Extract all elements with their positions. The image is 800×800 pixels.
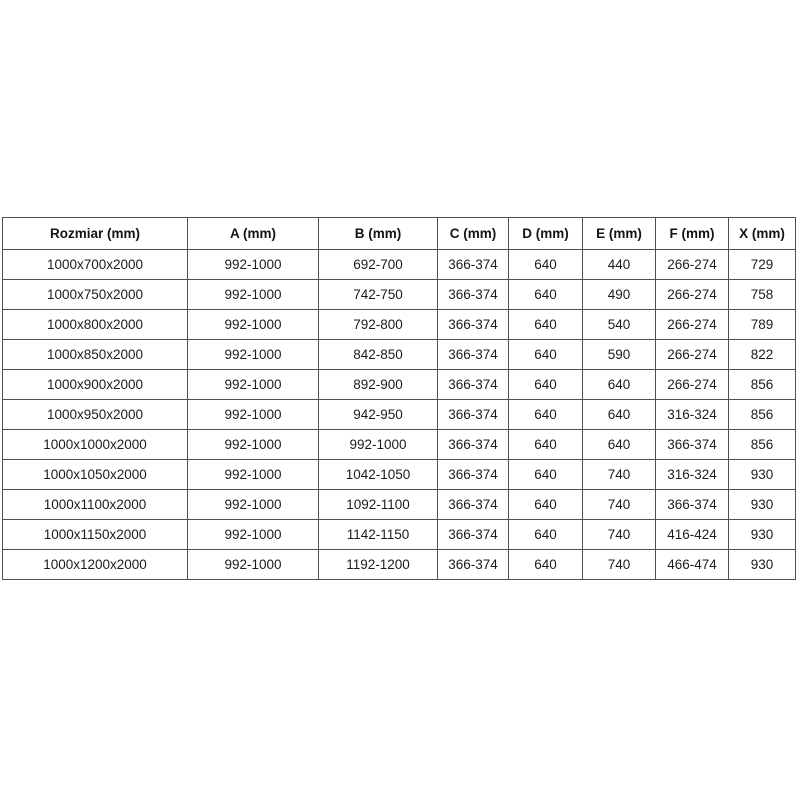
table-cell: 640 bbox=[583, 430, 656, 460]
table-row bbox=[3, 460, 796, 490]
table-row bbox=[3, 310, 796, 340]
table-cell: 1000x1000x2000 bbox=[3, 430, 188, 460]
table-cell: 490 bbox=[583, 280, 656, 310]
table-cell: 366-374 bbox=[438, 550, 509, 580]
table-cell: 992-1000 bbox=[188, 490, 319, 520]
table-cell: 640 bbox=[509, 370, 583, 400]
column-header-x: X (mm) bbox=[729, 218, 796, 250]
table-cell: 842-850 bbox=[319, 340, 438, 370]
spec-table-body bbox=[3, 250, 796, 580]
table-cell: 366-374 bbox=[656, 490, 729, 520]
table-cell: 416-424 bbox=[656, 520, 729, 550]
table-cell: 856 bbox=[729, 430, 796, 460]
table-cell: 1000x850x2000 bbox=[3, 340, 188, 370]
table-cell: 466-474 bbox=[656, 550, 729, 580]
table-cell: 729 bbox=[729, 250, 796, 280]
table-cell: 942-950 bbox=[319, 400, 438, 430]
table-cell: 266-274 bbox=[656, 310, 729, 340]
table-cell: 366-374 bbox=[438, 370, 509, 400]
column-header-e: E (mm) bbox=[583, 218, 656, 250]
table-cell: 640 bbox=[509, 460, 583, 490]
table-cell: 366-374 bbox=[438, 490, 509, 520]
table-cell: 640 bbox=[509, 310, 583, 340]
table-cell: 366-374 bbox=[438, 460, 509, 490]
table-cell: 822 bbox=[729, 340, 796, 370]
table-cell: 366-374 bbox=[438, 280, 509, 310]
table-cell: 992-1000 bbox=[188, 370, 319, 400]
table-cell: 316-324 bbox=[656, 400, 729, 430]
table-cell: 740 bbox=[583, 550, 656, 580]
table-cell: 740 bbox=[583, 460, 656, 490]
table-cell: 1000x800x2000 bbox=[3, 310, 188, 340]
column-header-c: C (mm) bbox=[438, 218, 509, 250]
table-cell: 692-700 bbox=[319, 250, 438, 280]
table-cell: 992-1000 bbox=[188, 550, 319, 580]
column-header-rozmiar: Rozmiar (mm) bbox=[3, 218, 188, 250]
table-cell: 992-1000 bbox=[188, 250, 319, 280]
table-cell: 366-374 bbox=[438, 400, 509, 430]
table-cell: 640 bbox=[509, 550, 583, 580]
table-row bbox=[3, 550, 796, 580]
table-cell: 792-800 bbox=[319, 310, 438, 340]
table-cell: 742-750 bbox=[319, 280, 438, 310]
table-row bbox=[3, 400, 796, 430]
table-cell: 1000x1150x2000 bbox=[3, 520, 188, 550]
table-cell: 640 bbox=[509, 490, 583, 520]
table-cell: 266-274 bbox=[656, 250, 729, 280]
table-header-row bbox=[3, 218, 796, 250]
table-cell: 366-374 bbox=[438, 430, 509, 460]
table-cell: 640 bbox=[583, 370, 656, 400]
table-cell: 992-1000 bbox=[188, 520, 319, 550]
table-cell: 640 bbox=[509, 400, 583, 430]
size-spec-table bbox=[2, 217, 796, 580]
table-cell: 1042-1050 bbox=[319, 460, 438, 490]
table-cell: 930 bbox=[729, 460, 796, 490]
table-cell: 590 bbox=[583, 340, 656, 370]
column-header-b: B (mm) bbox=[319, 218, 438, 250]
table-cell: 640 bbox=[509, 280, 583, 310]
table-cell: 366-374 bbox=[656, 430, 729, 460]
table-cell: 789 bbox=[729, 310, 796, 340]
table-cell: 1000x1100x2000 bbox=[3, 490, 188, 520]
table-cell: 930 bbox=[729, 550, 796, 580]
table-cell: 856 bbox=[729, 370, 796, 400]
table-cell: 992-1000 bbox=[188, 340, 319, 370]
table-cell: 266-274 bbox=[656, 340, 729, 370]
table-cell: 992-1000 bbox=[188, 460, 319, 490]
table-cell: 640 bbox=[509, 340, 583, 370]
table-cell: 930 bbox=[729, 490, 796, 520]
table-cell: 266-274 bbox=[656, 370, 729, 400]
table-cell: 440 bbox=[583, 250, 656, 280]
table-row bbox=[3, 250, 796, 280]
table-cell: 758 bbox=[729, 280, 796, 310]
column-header-f: F (mm) bbox=[656, 218, 729, 250]
column-header-d: D (mm) bbox=[509, 218, 583, 250]
table-cell: 1000x1200x2000 bbox=[3, 550, 188, 580]
table-cell: 1000x750x2000 bbox=[3, 280, 188, 310]
table-cell: 316-324 bbox=[656, 460, 729, 490]
table-cell: 540 bbox=[583, 310, 656, 340]
table-cell: 892-900 bbox=[319, 370, 438, 400]
table-cell: 640 bbox=[583, 400, 656, 430]
table-cell: 366-374 bbox=[438, 520, 509, 550]
table-cell: 366-374 bbox=[438, 250, 509, 280]
table-cell: 640 bbox=[509, 430, 583, 460]
table-cell: 366-374 bbox=[438, 310, 509, 340]
table-cell: 740 bbox=[583, 520, 656, 550]
table-cell: 640 bbox=[509, 520, 583, 550]
table-cell: 266-274 bbox=[656, 280, 729, 310]
table-row bbox=[3, 490, 796, 520]
table-cell: 856 bbox=[729, 400, 796, 430]
table-cell: 1192-1200 bbox=[319, 550, 438, 580]
table-cell: 930 bbox=[729, 520, 796, 550]
table-cell: 1000x1050x2000 bbox=[3, 460, 188, 490]
table-cell: 640 bbox=[509, 250, 583, 280]
column-header-a: A (mm) bbox=[188, 218, 319, 250]
table-cell: 740 bbox=[583, 490, 656, 520]
table-cell: 1142-1150 bbox=[319, 520, 438, 550]
table-cell: 992-1000 bbox=[188, 280, 319, 310]
table-row bbox=[3, 430, 796, 460]
table-cell: 992-1000 bbox=[319, 430, 438, 460]
table-cell: 366-374 bbox=[438, 340, 509, 370]
table-row bbox=[3, 340, 796, 370]
table-row bbox=[3, 520, 796, 550]
table-cell: 1000x950x2000 bbox=[3, 400, 188, 430]
table-cell: 1000x700x2000 bbox=[3, 250, 188, 280]
table-row bbox=[3, 280, 796, 310]
table-cell: 992-1000 bbox=[188, 400, 319, 430]
table-cell: 1092-1100 bbox=[319, 490, 438, 520]
table-row bbox=[3, 370, 796, 400]
size-spec-table-container bbox=[2, 217, 795, 580]
table-cell: 992-1000 bbox=[188, 430, 319, 460]
table-cell: 992-1000 bbox=[188, 310, 319, 340]
table-cell: 1000x900x2000 bbox=[3, 370, 188, 400]
